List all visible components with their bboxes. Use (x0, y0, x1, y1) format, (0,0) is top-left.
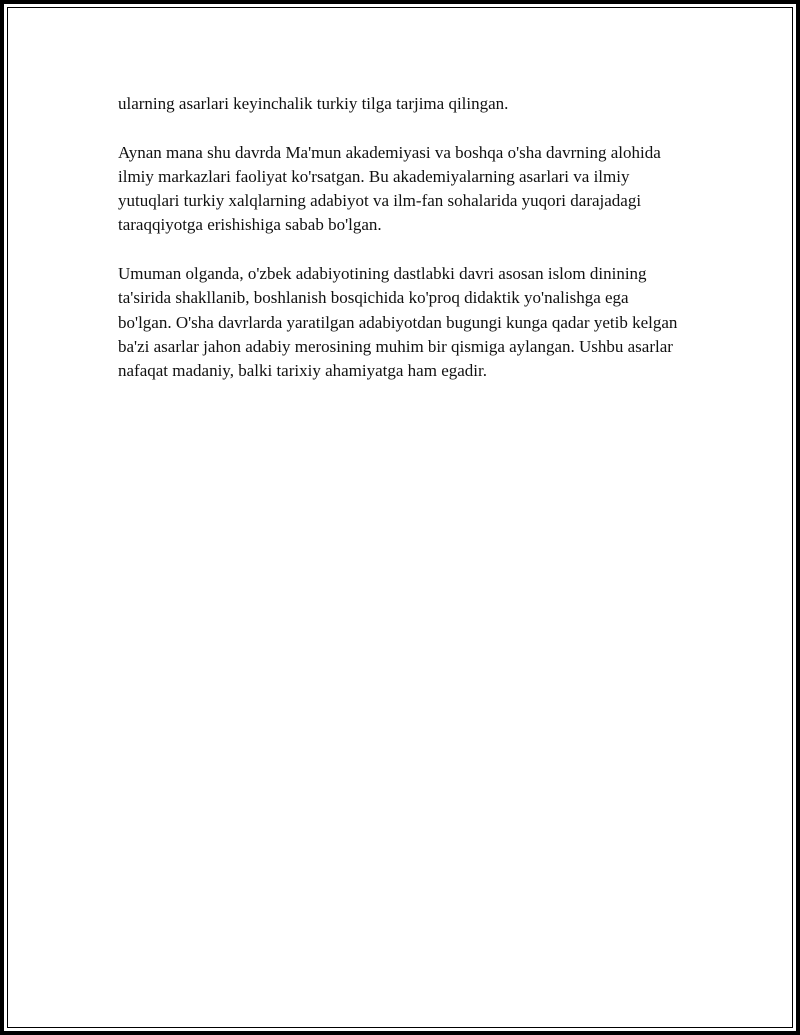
document-body (118, 92, 678, 384)
paragraph-3: Umuman olganda, o'zbek adabiyotining dastlabki davri asosan islom dinining ta'sirida shakllanib, boshlanish bosqichida ko'proq didaktik yo'nalishga ega bo'lgan. O'sha davrlarda yaratilgan adabiyotdan bugungi kunga qadar yetib kelgan ba'zi asarlar jahon adabiy merosining muhim bir qismiga aylangan. Ushbu asarlar nafaqat madaniy, balki tarixiy ahamiyatga ham egadir. (118, 264, 678, 381)
paragraph-2: Aynan mana shu davrda Ma'mun akademiyasi va boshqa o'sha davrning alohida ilmiy markazlari faoliyat ko'rsatgan. Bu akademiyalarning asarlari va ilmiy yutuqlari turkiy xalqlarning adabiyot va ilm-fan sohalarida yuqori darajadagi taraqqiyotga erishishiga sabab bo'lgan. (118, 142, 661, 235)
paragraph-1: ularning asarlari keyinchalik turkiy tilga tarjima qilingan. (118, 94, 509, 113)
